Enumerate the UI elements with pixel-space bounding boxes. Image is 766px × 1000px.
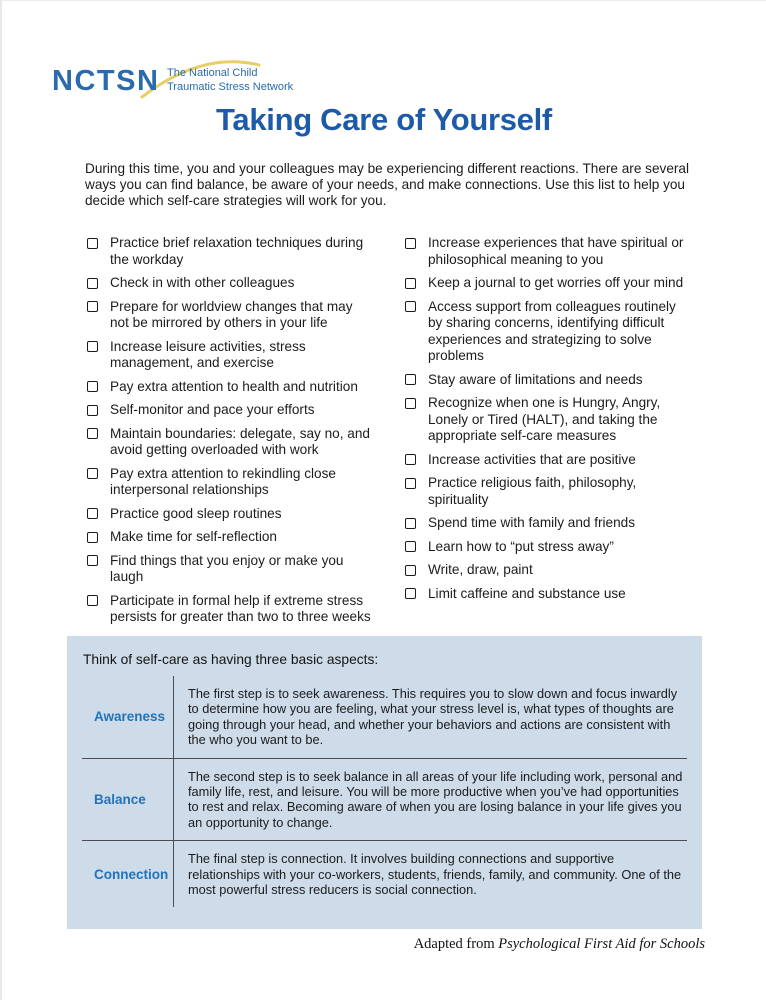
checkbox-icon[interactable] xyxy=(87,555,98,566)
attribution-footer xyxy=(414,936,705,953)
checklist-item xyxy=(405,475,703,508)
checklist-item xyxy=(87,299,405,332)
checklist-item xyxy=(405,562,703,579)
checklist-item-label: Pay extra attention to rekindling close interpersonal relationships xyxy=(110,465,336,497)
checkbox-icon[interactable] xyxy=(405,454,416,465)
checklist-item xyxy=(87,553,405,586)
self-care-checklist xyxy=(87,235,703,633)
logo-tagline-line1: The National Child xyxy=(167,67,258,79)
checklist-item xyxy=(87,466,405,499)
checklist-item-label: Access support from colleagues routinely by sharing concerns, identifying difficult experiences and strategizing to solve problems xyxy=(428,298,676,363)
checklist-item xyxy=(405,275,703,292)
page-title: Taking Care of Yourself xyxy=(216,102,552,137)
checkbox-icon[interactable] xyxy=(405,518,416,529)
checkbox-icon[interactable] xyxy=(87,595,98,606)
checklist-item-label: Increase leisure activities, stress management, and exercise xyxy=(110,338,306,370)
checklist-item-label: Spend time with family and friends xyxy=(428,515,636,530)
checklist-item xyxy=(405,515,703,532)
checkbox-icon[interactable] xyxy=(87,301,98,312)
checklist-item xyxy=(87,529,405,546)
checkbox-icon[interactable] xyxy=(87,381,98,392)
aspect-label: Connection xyxy=(82,841,174,907)
checklist-item xyxy=(87,593,405,626)
checklist-item xyxy=(87,339,405,372)
checklist-item xyxy=(87,426,405,459)
checklist-item-label: Practice good sleep routines xyxy=(110,505,282,521)
checkbox-icon[interactable] xyxy=(87,278,98,289)
checklist-item xyxy=(87,402,405,419)
checklist-item-label: Recognize when one is Hungry, Angry, Lonely or Tired (HALT), and taking the appropriate self-care measures xyxy=(428,395,661,443)
checkbox-icon[interactable] xyxy=(405,238,416,249)
checkbox-icon[interactable] xyxy=(87,341,98,352)
checklist-item xyxy=(405,395,703,445)
checklist-item-label: Practice brief relaxation techniques during the workday xyxy=(110,235,364,267)
checklist-item-label: Keep a journal to get worries off your mind xyxy=(428,275,684,290)
checkbox-icon[interactable] xyxy=(405,278,416,289)
checklist-item-label: Maintain boundaries: delegate, say no, and avoid getting overloaded with work xyxy=(110,425,370,457)
checklist-item-label: Participate in formal help if extreme stress persists for greater than two to three weeks xyxy=(110,592,371,624)
checkbox-icon[interactable] xyxy=(87,508,98,519)
checklist-item-label: Increase experiences that have spiritual or philosophical meaning to you xyxy=(428,235,684,267)
checklist-item xyxy=(87,235,405,268)
checkbox-icon[interactable] xyxy=(405,374,416,385)
aspect-description: The second step is to seek balance in all areas of your life including work, personal and family life, rest, and leisure. You will be more productive when you’ve had opportunities to rest and relax. Becoming aware of when you are losing balance in your life gives you an opportunity to change. xyxy=(188,768,683,830)
checklist-item-label: Increase activities that are positive xyxy=(428,451,636,467)
attribution-prefix: Adapted from xyxy=(413,936,499,952)
aspects-table xyxy=(82,676,687,907)
checklist-item xyxy=(405,372,703,389)
aspect-row xyxy=(82,758,687,841)
aspect-row xyxy=(82,840,687,907)
checklist-item xyxy=(87,506,405,523)
aspect-description: The final step is connection. It involves building connections and supportive relationships with your co-workers, students, friends, family, and community. One of the most powerful stress reducers is social connection. xyxy=(188,851,682,898)
checklist-right-column xyxy=(405,235,703,633)
checklist-item xyxy=(87,275,405,292)
intro-paragraph: During this time, you and your colleagues may be experiencing different reactions. There are several ways you can find balance, be aware of your needs, and make connections. Use this list to help you decide which self-care strategies will work for you. xyxy=(85,161,689,208)
checkbox-icon[interactable] xyxy=(405,301,416,312)
checkbox-icon[interactable] xyxy=(87,238,98,249)
checkbox-icon[interactable] xyxy=(405,478,416,489)
checklist-item xyxy=(405,586,703,603)
checklist-item-label: Self-monitor and pace your efforts xyxy=(110,402,315,417)
checklist-item xyxy=(87,379,405,396)
checklist-left-column xyxy=(87,235,405,633)
checklist-item-label: Find things that you enjoy or make you laugh xyxy=(110,552,344,584)
checkbox-icon[interactable] xyxy=(405,588,416,599)
aspect-description: The first step is to seek awareness. This requires you to slow down and focus inwardly to determine how you are feeling, what your stress level is, what types of thoughts are going through your head, and whether your behaviors and actions are consistent with the who you want to be. xyxy=(188,686,678,748)
logo-tagline xyxy=(167,67,293,94)
checkbox-icon[interactable] xyxy=(405,541,416,552)
checkbox-icon[interactable] xyxy=(87,405,98,416)
logo-tagline-line2: Traumatic Stress Network xyxy=(167,80,294,93)
attribution-source-title: Psychological First Aid for Schools xyxy=(498,936,705,952)
checklist-item-label: Make time for self-reflection xyxy=(110,529,277,544)
checklist-item-label: Pay extra attention to health and nutrition xyxy=(110,378,358,394)
checkbox-icon[interactable] xyxy=(405,398,416,409)
aspects-heading: Think of self-care as having three basic aspects: xyxy=(83,652,379,667)
checklist-item-label: Check in with other colleagues xyxy=(110,275,295,290)
three-aspects-panel xyxy=(67,636,702,929)
checklist-item xyxy=(405,452,703,469)
nctsn-logo xyxy=(52,57,312,105)
checkbox-icon[interactable] xyxy=(87,428,98,439)
checkbox-icon[interactable] xyxy=(87,468,98,479)
logo-wordmark: NCTSN xyxy=(52,65,160,97)
aspect-label: Awareness xyxy=(82,676,174,758)
checkbox-icon[interactable] xyxy=(405,565,416,576)
checklist-item-label: Learn how to “put stress away” xyxy=(428,538,614,554)
checklist-item-label: Prepare for worldview changes that may not be mirrored by others in your life xyxy=(110,298,353,330)
checklist-item xyxy=(405,539,703,556)
checklist-item-label: Limit caffeine and substance use xyxy=(428,585,626,601)
checklist-item-label: Practice religious faith, philosophy, spirituality xyxy=(428,475,637,507)
aspect-row xyxy=(82,676,687,758)
checklist-item xyxy=(405,235,703,268)
aspect-label: Balance xyxy=(82,759,174,841)
checkbox-icon[interactable] xyxy=(87,532,98,543)
checklist-item-label: Write, draw, paint xyxy=(428,562,533,577)
checklist-item-label: Stay aware of limitations and needs xyxy=(428,371,643,387)
checklist-item xyxy=(405,299,703,365)
